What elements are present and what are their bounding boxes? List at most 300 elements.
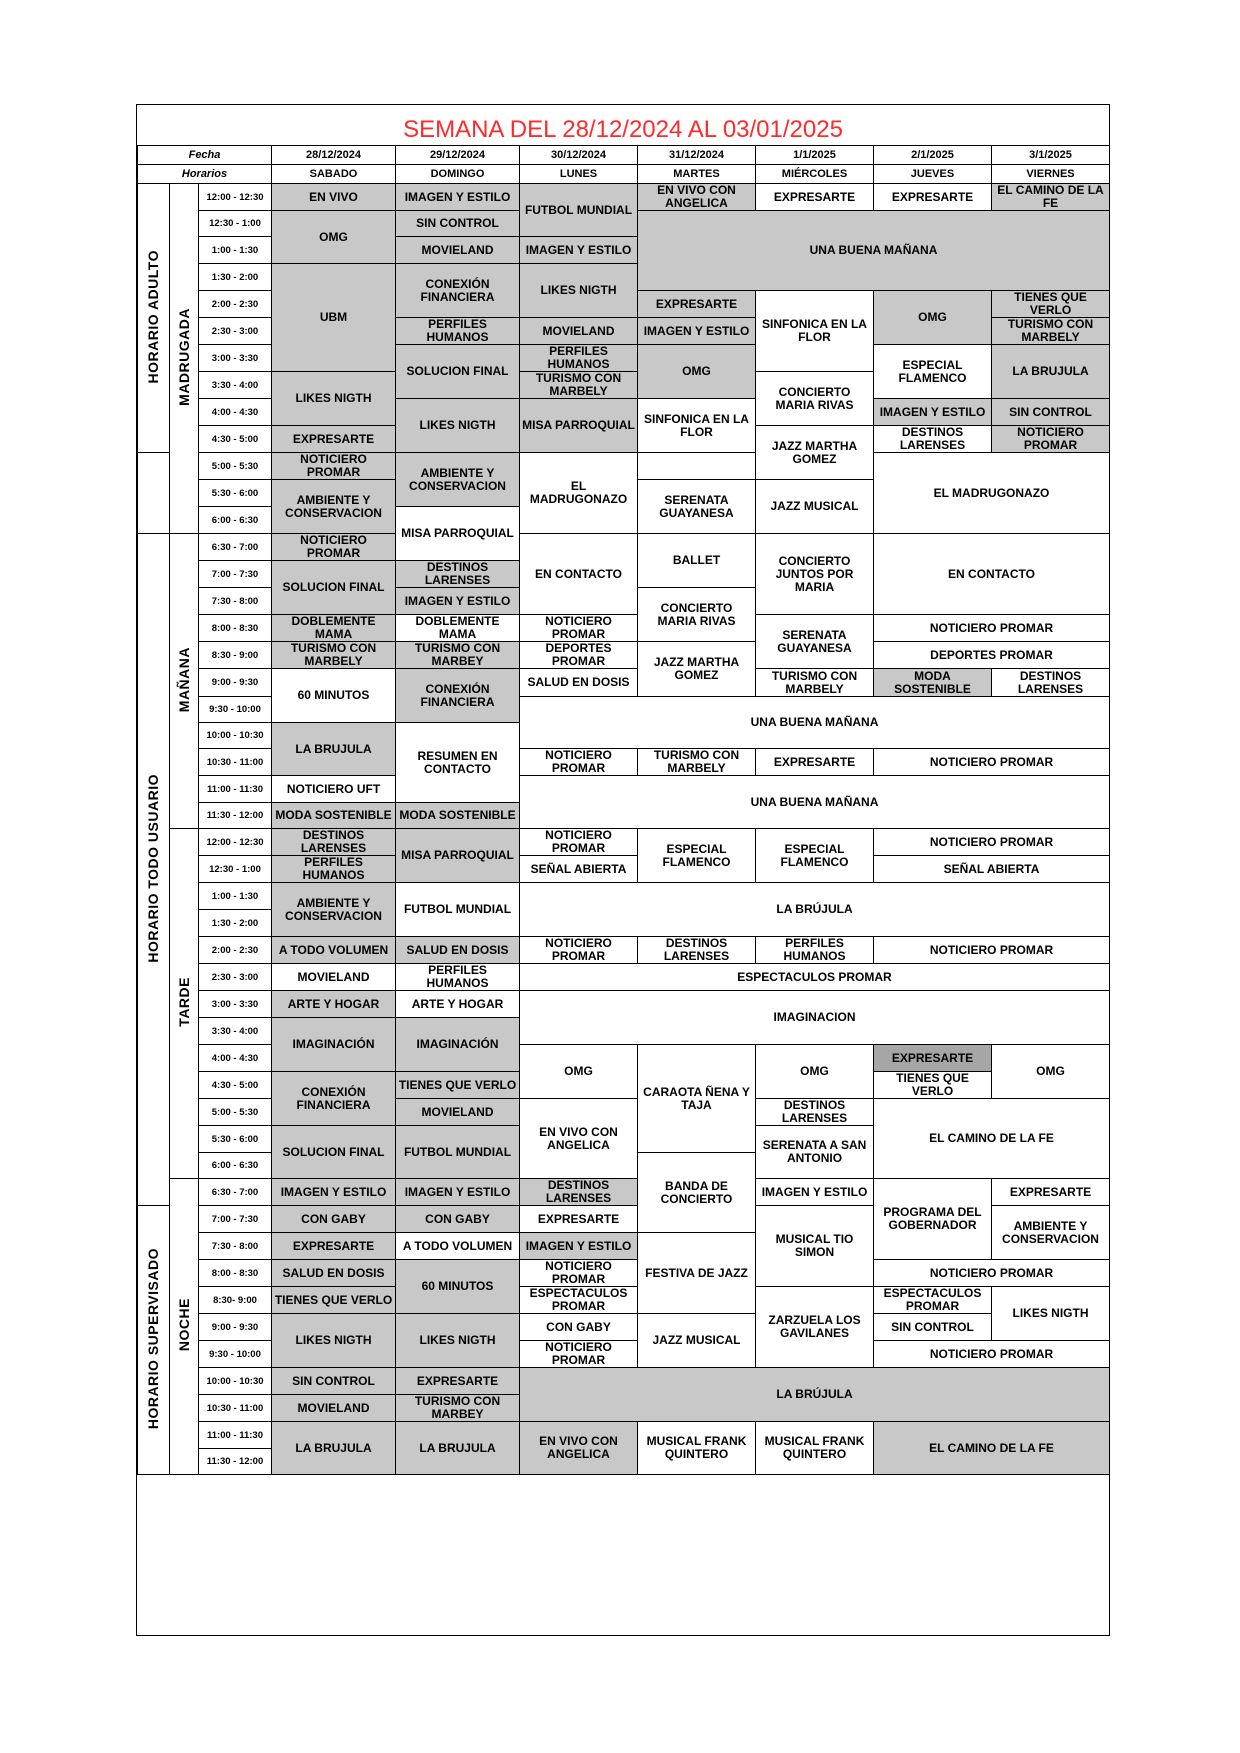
cell-text: MUSICAL TIO SIMON <box>775 1232 854 1259</box>
program-cell <box>520 1341 638 1368</box>
cell-text: OMG <box>564 1064 593 1078</box>
schedule-row <box>138 453 1110 480</box>
program-cell <box>272 1018 396 1072</box>
cell-text: MUSICAL FRANK QUINTERO <box>764 1434 865 1461</box>
schedule-row <box>138 1422 1110 1449</box>
schedule-row <box>138 1260 1110 1287</box>
program-cell <box>874 615 1110 642</box>
program-cell <box>272 184 396 211</box>
cell-text: NOTICIERO PROMAR <box>545 748 612 775</box>
cell-text: ARTE Y HOGAR <box>287 996 380 1011</box>
cell-text: DESTINOS LARENSES <box>663 936 730 963</box>
cell-text: JAZZ MARTHA GOMEZ <box>653 655 740 682</box>
cell-text: DEPORTES PROMAR <box>545 641 612 668</box>
cell-text: 11:00 - 11:30 <box>207 1429 263 1441</box>
schedule-row <box>138 829 1110 856</box>
program-cell <box>520 829 638 856</box>
tarde-label <box>170 829 199 1179</box>
program-cell <box>992 1045 1110 1099</box>
schedule-row <box>138 1287 1110 1314</box>
cell-text: SALUD EN DOSIS <box>527 675 630 689</box>
cell-text: LA BRUJULA <box>295 1440 372 1455</box>
program-cell <box>272 1179 396 1206</box>
program-cell <box>874 534 1110 615</box>
program-cell <box>396 723 520 803</box>
cell-text: 2:00 - 2:30 <box>211 298 259 310</box>
time-slot <box>199 1179 272 1206</box>
cell-text: ARTE Y HOGAR <box>411 996 504 1011</box>
program-cell <box>396 345 520 399</box>
cell-text: LIKES NIGTH <box>419 1333 496 1347</box>
time-slot <box>199 723 272 749</box>
cell-text: EXPRESARTE <box>773 754 856 769</box>
cell-text: 60 MINUTOS <box>297 688 370 702</box>
cell-text: JUEVES <box>910 167 955 180</box>
cell-text: TURISMO CON MARBEY <box>414 641 501 668</box>
program-cell <box>520 345 638 372</box>
cell-text: DESTINOS LARENSES <box>300 828 367 855</box>
time-slot <box>199 642 272 669</box>
day-date <box>396 146 520 165</box>
cell-text: 7:30 - 8:00 <box>211 595 259 607</box>
program-cell <box>396 1395 520 1422</box>
cell-text: IMAGEN Y ESTILO <box>525 1238 632 1253</box>
program-cell <box>272 776 396 803</box>
time-slot <box>199 291 272 318</box>
time-slot <box>199 345 272 372</box>
cell-text: NOTICIERO PROMAR <box>545 936 612 963</box>
program-cell <box>992 345 1110 399</box>
cell-text: 6:30 - 7:00 <box>211 1186 259 1198</box>
cell-text: 8:00 - 8:30 <box>211 1267 259 1279</box>
cell-text: EN VIVO <box>309 189 358 204</box>
cell-text: CON GABY <box>301 1211 366 1226</box>
program-cell <box>396 669 520 723</box>
program-cell <box>272 669 396 723</box>
madrugada-label <box>170 184 199 534</box>
cell-text: EN VIVO CON ANGELICA <box>539 1434 618 1461</box>
time-slot <box>199 1368 272 1395</box>
time-slot <box>199 561 272 588</box>
program-cell <box>396 318 520 345</box>
cell-text: SINFONICA EN LA FLOR <box>644 411 749 439</box>
cell-text: 11:30 - 12:00 <box>206 1456 264 1467</box>
program-cell <box>874 1099 1110 1179</box>
cell-text: NOTICIERO PROMAR <box>300 533 367 560</box>
program-cell <box>520 1368 1110 1422</box>
program-cell <box>272 1314 396 1368</box>
cell-text: OMG <box>682 364 711 378</box>
program-cell <box>638 1233 756 1314</box>
program-cell <box>756 1126 874 1179</box>
cell-text: DESTINOS LARENSES <box>545 1178 612 1205</box>
cell-text: DESTINOS LARENSES <box>899 425 966 452</box>
program-cell <box>756 615 874 669</box>
program-cell <box>520 964 1110 991</box>
program-cell <box>396 937 520 964</box>
program-cell <box>272 1395 396 1422</box>
cell-text: MODA SOSTENIBLE <box>894 668 971 696</box>
program-cell <box>520 1260 638 1287</box>
cell-text: CON GABY <box>425 1211 490 1226</box>
cell-text: DESTINOS LARENSES <box>781 1098 848 1125</box>
time-slot <box>199 372 272 399</box>
cell-text: DOMINGO <box>430 167 485 180</box>
cell-text: 31/12/2024 <box>668 148 725 161</box>
cell-text: FUTBOL MUNDIAL <box>524 202 633 217</box>
cell-text: 9:30 - 10:00 <box>209 704 261 715</box>
program-cell <box>992 291 1110 318</box>
cell-text: NOTICIERO PROMAR <box>929 1346 1054 1361</box>
cell-text: ESPECIAL FLAMENCO <box>898 357 967 385</box>
program-cell <box>520 1206 638 1233</box>
program-cell <box>396 1179 520 1206</box>
program-cell <box>396 507 520 561</box>
program-cell <box>874 829 1110 856</box>
program-cell <box>874 399 992 426</box>
program-cell <box>638 1314 756 1368</box>
cell-text: OMG <box>918 310 947 324</box>
schedule-row <box>138 964 1110 991</box>
time-slot <box>199 507 272 534</box>
cell-text: MISA PARROQUIAL <box>401 526 514 540</box>
cell-text: 5:30 - 6:00 <box>211 1133 259 1145</box>
cell-text: NOTICIERO PROMAR <box>545 828 612 855</box>
time-slot <box>199 1314 272 1341</box>
vertical-text: HORARIO SUPERVISADO <box>145 1247 161 1430</box>
program-cell <box>396 399 520 453</box>
cell-text: 9:30 - 10:00 <box>209 1348 261 1360</box>
program-cell <box>520 1045 638 1099</box>
program-cell <box>756 1045 874 1099</box>
program-cell <box>874 291 992 345</box>
schedule-row <box>138 991 1110 1018</box>
program-cell <box>520 453 638 534</box>
program-cell <box>520 237 638 264</box>
cell-text: 3:30 - 4:00 <box>211 1025 259 1037</box>
day-date <box>638 146 756 165</box>
program-cell <box>520 318 638 345</box>
cell-text: LA BRUJULA <box>419 1440 496 1455</box>
cell-text: IMAGINACIÓN <box>416 1037 499 1051</box>
cell-text: CARAOTA ÑENA Y TAJA <box>643 1084 750 1112</box>
cell-text: TIENES QUE VERLO <box>1014 290 1087 317</box>
program-cell <box>756 372 874 426</box>
time-slot <box>199 697 272 723</box>
program-cell <box>272 1287 396 1314</box>
cell-text: MISA PARROQUIAL <box>522 418 635 432</box>
vertical-text: TARDE <box>175 977 192 1027</box>
program-cell <box>638 829 756 883</box>
cell-text: CONCIERTO JUNTOS POR MARIA <box>775 553 854 594</box>
vertical-text: HORARIO ADULTO <box>145 249 161 384</box>
cell-text: PERFILES HUMANOS <box>783 936 846 963</box>
cell-text: 28/12/2024 <box>305 148 362 161</box>
cell-text: 8:30 - 9:00 <box>211 649 259 661</box>
day-name <box>638 165 756 184</box>
program-cell <box>638 1045 756 1153</box>
cell-text: DOBLEMENTE MAMA <box>415 614 500 641</box>
program-cell <box>874 1287 992 1314</box>
cell-text: EN CONTACTO <box>948 566 1035 581</box>
program-cell <box>874 749 1110 776</box>
cell-text: LUNES <box>559 167 598 180</box>
schedule-row <box>138 1368 1110 1395</box>
program-cell <box>874 453 1110 534</box>
cell-text: MOVIELAND <box>421 242 494 257</box>
program-cell <box>520 749 638 776</box>
program-cell <box>396 1422 520 1475</box>
program-cell <box>756 1287 874 1368</box>
cell-text: JAZZ MUSICAL <box>652 1333 741 1347</box>
cell-text: 2:00 - 2:30 <box>211 944 259 956</box>
schedule-row <box>138 669 1110 697</box>
cell-text: 12:00 - 12:30 <box>206 836 264 848</box>
cell-text: ESPECIAL FLAMENCO <box>662 841 731 869</box>
cell-text: 7:30 - 8:00 <box>211 1240 259 1252</box>
noche-label <box>170 1179 199 1475</box>
program-cell <box>756 184 874 211</box>
cell-text: TIENES QUE VERLO <box>274 1292 393 1307</box>
cell-text: BALLET <box>672 553 721 567</box>
schedule-row <box>138 642 1110 669</box>
cell-text: NOTICIERO PROMAR <box>929 620 1054 635</box>
cell-text: 2:30 - 3:00 <box>211 971 259 983</box>
program-cell <box>396 1099 520 1126</box>
horarios-label <box>138 165 272 184</box>
cell-text: SINFONICA EN LA FLOR <box>762 317 867 344</box>
program-cell <box>396 642 520 669</box>
time-slot <box>199 1045 272 1072</box>
fecha-label <box>138 146 272 165</box>
cell-text: UNA BUENA MAÑANA <box>750 715 879 729</box>
program-cell <box>756 291 874 372</box>
cell-text: PERFILES HUMANOS <box>547 344 610 371</box>
cell-text: UNA BUENA MAÑANA <box>809 243 938 257</box>
program-cell <box>756 1179 874 1206</box>
program-cell <box>272 642 396 669</box>
cell-text: IMAGEN Y ESTILO <box>879 404 986 419</box>
program-cell <box>272 1422 396 1475</box>
cell-text: 60 MINUTOS <box>421 1279 494 1293</box>
cell-text: EN CONTACTO <box>535 566 622 581</box>
cell-text: LIKES NIGTH <box>295 391 372 405</box>
time-slot <box>199 1153 272 1179</box>
cell-text: DEPORTES PROMAR <box>930 647 1053 662</box>
schedule-row <box>138 184 1110 211</box>
program-cell <box>272 883 396 937</box>
time-slot <box>199 856 272 883</box>
header-row-dates <box>138 146 1110 165</box>
program-cell <box>874 1422 1110 1475</box>
day-name <box>756 165 874 184</box>
cell-text: EXPRESARTE <box>773 189 856 204</box>
program-cell <box>272 372 396 426</box>
cell-text: 3/1/2025 <box>1029 148 1072 161</box>
vertical-text: HORARIO TODO USUARIO <box>145 773 161 963</box>
time-slot <box>199 829 272 856</box>
cell-text: IMAGEN Y ESTILO <box>761 1184 868 1199</box>
day-date <box>520 146 638 165</box>
cell-text: IMAGEN Y ESTILO <box>643 323 750 338</box>
program-cell <box>874 642 1110 669</box>
program-cell <box>396 964 520 991</box>
program-cell <box>520 264 638 318</box>
cell-text: SABADO <box>309 167 358 180</box>
cell-text: FESTIVA DE JAZZ <box>645 1265 748 1280</box>
cell-text: A TODO VOLUMEN <box>402 1238 513 1253</box>
cell-text: RESUMEN EN CONTACTO <box>417 748 498 776</box>
program-cell <box>396 588 520 615</box>
cell-text: 8:30- 9:00 <box>213 1294 257 1306</box>
program-cell <box>272 534 396 561</box>
cell-text: 3:00 - 3:30 <box>211 352 259 364</box>
program-cell <box>396 1260 520 1314</box>
program-cell <box>756 1099 874 1126</box>
cell-text: MUSICAL FRANK QUINTERO <box>646 1434 747 1461</box>
cell-text: TURISMO CON MARBELY <box>290 641 377 668</box>
cell-text: NOTICIERO PROMAR <box>929 942 1054 957</box>
program-cell <box>756 426 874 480</box>
cell-text: 7:00 - 7:30 <box>211 1213 259 1225</box>
program-cell <box>638 534 756 588</box>
day-name <box>992 165 1110 184</box>
schedule-row <box>138 1179 1110 1206</box>
program-cell <box>272 803 396 829</box>
day-name <box>520 165 638 184</box>
time-slot <box>199 264 272 291</box>
program-cell <box>992 399 1110 426</box>
program-cell <box>272 856 396 883</box>
time-slot <box>199 1126 272 1153</box>
program-cell <box>638 1422 756 1475</box>
time-slot <box>199 237 272 264</box>
program-cell <box>272 1368 396 1395</box>
cell-text: ESPECTACULOS PROMAR <box>529 1286 628 1313</box>
cell-text: MODA SOSTENIBLE <box>399 808 516 822</box>
cell-text: NOTICIERO PROMAR <box>929 834 1054 849</box>
program-cell <box>756 534 874 615</box>
program-cell <box>874 937 1110 964</box>
cell-text: TIENES QUE VERLO <box>896 1071 969 1098</box>
cell-text: EL CAMINO DE LA FE <box>929 1440 1054 1455</box>
cell-text: ZARZUELA LOS GAVILANES <box>768 1313 861 1340</box>
cell-text: EN VIVO CON ANGELICA <box>657 183 736 210</box>
cell-text: LIKES NIGTH <box>1012 1306 1089 1320</box>
vertical-text: MAÑANA <box>175 646 192 713</box>
program-cell <box>638 480 756 534</box>
program-cell <box>638 184 756 211</box>
schedule-row <box>138 883 1110 910</box>
program-cell <box>520 883 1110 937</box>
program-cell <box>992 318 1110 345</box>
program-cell <box>396 1368 520 1395</box>
program-cell <box>396 991 520 1018</box>
cell-text: CONEXIÓN FINANCIERA <box>296 1084 371 1112</box>
cell-text: A TODO VOLUMEN <box>278 942 389 957</box>
day-date <box>874 146 992 165</box>
program-cell <box>992 1287 1110 1341</box>
cell-text: EL CAMINO DE LA FE <box>997 183 1104 210</box>
cell-text: DESTINOS LARENSES <box>1017 668 1084 696</box>
cell-text: TURISMO CON MARBELY <box>1007 317 1094 344</box>
time-slot <box>199 615 272 642</box>
program-cell <box>520 615 638 642</box>
cell-text: 1:30 - 2:00 <box>211 271 259 283</box>
program-cell <box>756 749 874 776</box>
program-cell <box>396 615 520 642</box>
program-cell <box>756 1422 874 1475</box>
program-cell <box>520 1314 638 1341</box>
cell-text: EL CAMINO DE LA FE <box>929 1131 1054 1145</box>
day-date <box>992 146 1110 165</box>
program-cell <box>756 669 874 697</box>
cell-text: PERFILES HUMANOS <box>426 963 489 990</box>
program-cell <box>396 883 520 937</box>
cell-text: MIÉRCOLES <box>781 167 848 180</box>
cell-text: 6:30 - 7:00 <box>211 541 259 553</box>
cell-text: SALUD EN DOSIS <box>282 1265 385 1280</box>
program-cell <box>272 829 396 856</box>
cell-text: NOTICIERO PROMAR <box>545 614 612 641</box>
manana-label <box>170 534 199 829</box>
cell-text: AMBIENTE Y CONSERVACION <box>1002 1218 1099 1246</box>
program-cell <box>520 399 638 453</box>
day-date <box>272 146 396 165</box>
cell-text: CONCIERTO MARIA RIVAS <box>775 384 854 412</box>
program-cell <box>396 453 520 507</box>
cell-text: ESPECTACULOS PROMAR <box>737 969 892 984</box>
cell-text: 12:30 - 1:00 <box>209 863 261 875</box>
time-slot <box>199 1422 272 1449</box>
program-cell <box>272 723 396 776</box>
program-cell <box>272 1206 396 1233</box>
program-cell <box>992 426 1110 453</box>
program-cell <box>272 1072 396 1126</box>
cell-text: 12:00 - 12:30 <box>206 191 264 203</box>
program-cell <box>520 1422 638 1475</box>
cell-text: 5:00 - 5:30 <box>211 1106 259 1118</box>
cell-text: AMBIENTE Y CONSERVACION <box>409 465 506 493</box>
cell-text: UBM <box>319 310 348 324</box>
schedule-row <box>138 856 1110 883</box>
cell-text: AMBIENTE Y CONSERVACION <box>285 895 382 923</box>
cell-text: VIERNES <box>1026 167 1075 180</box>
cell-text: 2:30 - 3:00 <box>211 325 259 337</box>
time-slot <box>199 184 272 211</box>
cell-text: NOTICIERO PROMAR <box>545 1259 612 1286</box>
program-cell <box>756 829 874 883</box>
time-slot <box>199 426 272 453</box>
program-cell <box>272 615 396 642</box>
cell-text: 9:00 - 9:30 <box>211 1321 259 1333</box>
cell-text: LIKES NIGTH <box>295 1333 372 1347</box>
schedule-row <box>138 1314 1110 1341</box>
cell-text: NOTICIERO PROMAR <box>545 1340 612 1367</box>
cell-text: SERENATA GUAYANESA <box>659 492 734 520</box>
program-cell <box>272 964 396 991</box>
cell-text: SIN CONTROL <box>416 216 499 230</box>
cell-text: OMG <box>800 1064 829 1078</box>
cell-text: IMAGEN Y ESTILO <box>280 1184 387 1199</box>
cell-text: 1:30 - 2:00 <box>211 917 259 929</box>
program-cell <box>638 937 756 964</box>
cell-text: 10:30 - 11:00 <box>206 756 264 768</box>
cell-text: SEÑAL ABIERTA <box>943 861 1040 876</box>
time-slot <box>199 1233 272 1260</box>
program-cell <box>272 453 396 480</box>
program-cell <box>396 237 520 264</box>
